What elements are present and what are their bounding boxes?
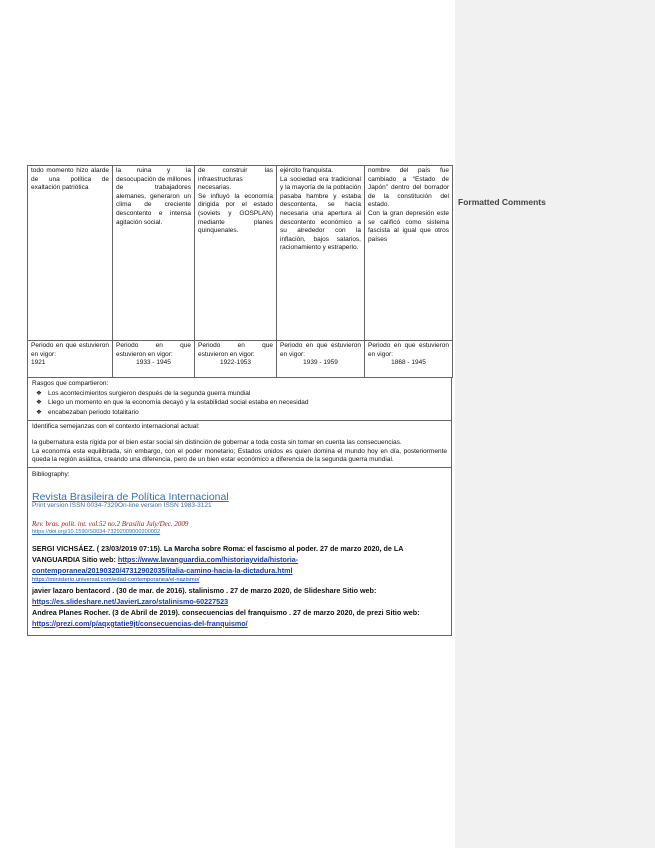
period-cell [195, 341, 277, 378]
table-cell: ejército franquista. La sociedad era tradicional y la mayoría de la población pasaba hambre y estaba descontenta, se hacía necesaria una apertura al descontento económico a su alrededor con la inflación, bajos salarios, racionamiento y estraperlo. [277, 166, 365, 341]
rasgos-section [27, 378, 452, 421]
list-item: ❖ Llego un momento en que la economía decayó y la estabilidad social estaba en necesidad [36, 399, 309, 407]
diamond-bullet-icon: ❖ [36, 389, 42, 397]
period-value: 1921 [31, 359, 46, 367]
semejanzas-section [27, 421, 452, 467]
reference-link[interactable]: https://es.slideshare.net/JavierLzaro/stalinismo-60227523 [32, 596, 229, 606]
reference-text: SERGI VICHSÁEZ. ( 23/03/2019 07:15). La Marcha sobre Roma: el fascismo al poder. 27 de marzo 2020, de LA VANGUARDIA Sitio web: [32, 543, 404, 564]
period-label: Periodo en que estuvieron en vigor: [280, 342, 361, 358]
period-cell [28, 341, 113, 378]
bibliography-section [27, 468, 452, 636]
period-label: Periodo en que estuvieron en vigor: [31, 342, 109, 358]
period-label: Periodo en que estuvieron en vigor: [368, 342, 449, 358]
reference-text: javier lazaro bentacord . (30 de mar. de 2016). stalinismo . 27 de marzo 2020, de Slideshare Sitio web: [32, 585, 377, 595]
bibliography-label: Bibliography: [32, 470, 70, 478]
journal-link[interactable]: Revista Brasileira de Política Internacional [32, 491, 229, 504]
period-label: Periodo en que estuvieron en vigor: [198, 342, 273, 358]
document-page [27, 165, 452, 636]
diamond-bullet-icon: ❖ [36, 408, 42, 416]
comment-pane-heading: Formatted Comments [458, 197, 546, 207]
period-value: 1868 - 1945 [391, 359, 426, 367]
diamond-bullet-icon: ❖ [36, 399, 42, 407]
table-cell: nombre del país fue cambiado a “Estado de Japón” dentro del borrador de la constitución del estado. Con la gran depresión este se calificó como sistema fascista al igual que otros países [365, 166, 453, 341]
table-row [28, 341, 453, 378]
period-cell [277, 341, 365, 378]
reference-link[interactable]: https://prezi.com/p/aqxgtatie9jt/consecuencias-del-franquismo/ [32, 618, 248, 628]
period-value: 1939 - 1959 [303, 359, 338, 367]
table-cell: todo momento hizo alarde de una política de exaltación patriótica [28, 166, 113, 341]
period-cell [113, 341, 195, 378]
reference-text: Andrea Planes Rocher. (3 de Abril de 2019). consecuencias del franquismo . 27 de marzo 2020, de prezi Sitio web: [32, 607, 420, 617]
comment-pane [455, 0, 655, 848]
list-item: ❖ Los acontecimientos surgieron después de la segunda guerra mundial [36, 389, 251, 397]
table-cell: de construir las infraestructuras necesarias. Se influyó la economía dirigida por el estado (soviets y GOSPLAN) mediante planes quinquenales. [195, 166, 277, 341]
table-cell: la ruina y la desocupación de millones de trabajadores alemanes, generaron un clima de creciente descontento e intensa agitación social. [113, 166, 195, 341]
period-label: Periodo en que estuvieron en vigor: [116, 342, 191, 358]
reference-link[interactable]: https://www.lavanguardia.com/historiayvida/historia-contemporanea/20190320/47312902035/italia-camino-hacia-la-dictadura.html [32, 554, 299, 575]
list-item: ❖ encabezaban periodo totalitario [36, 408, 139, 416]
period-value: 1922-1953 [219, 359, 252, 367]
semejanzas-title: Identifica semejanzas con el contexto internacional actual: [32, 423, 200, 431]
rasgos-title: Rasgos que compartieron: [32, 380, 109, 387]
period-cell [365, 341, 453, 378]
period-value: 1933 - 1945 [136, 359, 171, 367]
issn-line: Print version ISSN 0034-7329On-line version ISSN 1983-3121 [32, 501, 212, 509]
reference-link[interactable]: https://ministerio.universal.com/edad-contemporanea/el-nazismo/ [32, 576, 200, 583]
semejanzas-paragraph: La economía esta equilibrada, sin embargo, con el poder monetario; Estados unidos es quien domina el mundo hoy en día, posteriormente queda la región asiática, creando una diferencia, pero de un bien estar económico a diferencia de la segunda guerra mundial. [32, 447, 447, 464]
journal-citation: Rev. bras. polít. int. vol.52 no.2 Brasília July/Dec. 2009 [32, 519, 189, 528]
comparison-table [27, 165, 453, 378]
semejanzas-paragraph: la gubernatura esta rígida por el bien estar social sin distinción de gobernar a toda costa sin tomar en cuenta las consecuencias. [32, 438, 402, 446]
table-row [28, 166, 453, 341]
reference-entry [32, 543, 447, 629]
doi-link[interactable]: https://doi.org/10.1590/S0034-73292009000200002 [32, 529, 161, 536]
